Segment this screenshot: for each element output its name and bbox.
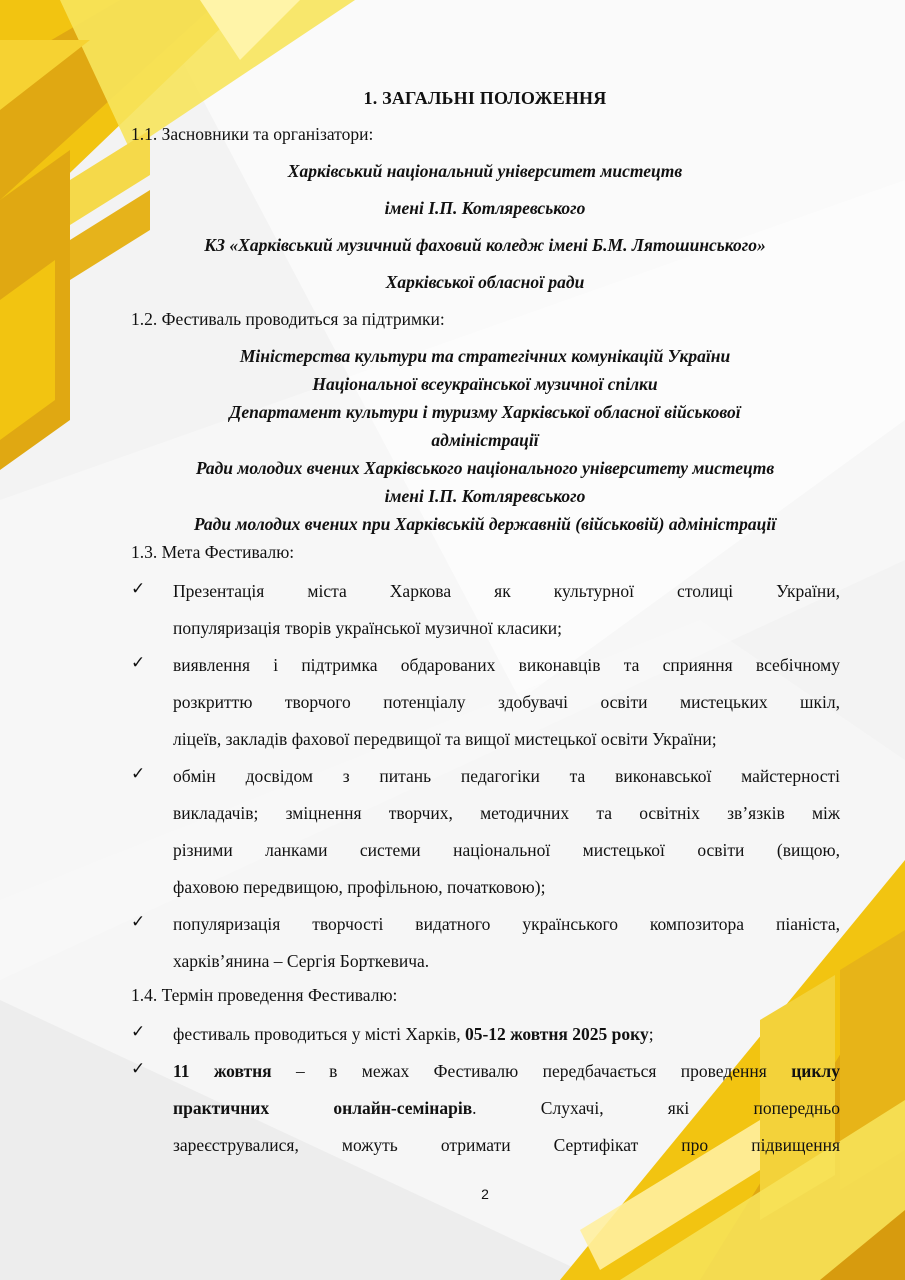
supporter-line: адміністрації [431,430,539,450]
bullet-text-end: ; [648,1024,654,1044]
bullet-line [173,1016,840,1053]
seminar-date: 11 жовтня [173,1061,272,1081]
supporter-line: імені І.П. Котляревського [384,486,586,506]
founder-line: КЗ «Харківський музичний фаховий коледж імені Б.М. Лятошинського» [204,235,766,255]
supporter-line: Ради молодих вчених при Харківській державній (військовій) адміністрації [193,514,777,534]
check-icon: ✓ [131,764,146,783]
check-icon: ✓ [131,1059,146,1078]
bullet-line: різними ланками системи національної мистецької освіти (вищою, [173,840,840,860]
festival-dates: 05-12 жовтня 2025 року [464,1024,649,1044]
bullet-line: обмін досвідом з питань педагогіки та виконавської майстерності [173,766,840,786]
goal-bullet [173,647,840,758]
bullet-text: фестиваль проводиться у місті Харків, [173,1024,465,1044]
goal-bullet [173,758,840,906]
page-number: 2 [481,1186,489,1202]
term-bullet [173,1053,840,1164]
bullet-line: харків’янина – Сергія Борткевича. [173,951,430,971]
bullet-line: розкриттю творчого потенціалу здобувачі освіти мистецьких шкіл, [173,692,840,712]
term-bullet [173,1016,840,1053]
section-1-4-label: 1.4. Термін проведення Фестивалю: [131,985,398,1005]
goal-bullet [173,573,840,647]
bullet-line: популяризація творів української музичної класики; [173,618,562,638]
bullet-text: – в межах Фестивалю передбачається проведення [271,1061,792,1081]
supporter-line: Міністерства культури та стратегічних комунікацій України [239,346,731,366]
bullet-line [173,1090,840,1127]
bullet-line: фаховою передвищою, профільною, початковою); [173,877,546,897]
seminar-cycle: циклу [791,1061,841,1081]
check-icon: ✓ [131,1022,146,1041]
check-icon: ✓ [131,912,146,931]
bullet-line: викладачів; зміцнення творчих, методичних та освітніх зв’язків між [173,803,840,823]
founder-line: Харківський національний університет мистецтв [287,161,683,181]
goal-bullet [173,906,840,980]
bullet-line: зареєструвалися, можуть отримати Сертифікат про підвищення [173,1135,840,1155]
bullet-line: популяризація творчості видатного українського композитора піаніста, [173,914,840,934]
bullet-line: ліцеїв, закладів фахової передвищої та вищої мистецької освіти України; [173,729,717,749]
seminar-name: практичних онлайн-семінарів [173,1098,473,1118]
section-1-1-label: 1.1. Засновники та організатори: [131,124,374,144]
bullet-line: виявлення і підтримка обдарованих виконавців та сприяння всебічному [173,655,840,675]
bullet-text: . Слухачі, які попередньо [472,1098,841,1118]
founder-line: імені І.П. Котляревського [384,198,586,218]
supporter-line: Ради молодих вчених Харківського національного університету мистецтв [195,458,775,478]
section-1-2-label: 1.2. Фестиваль проводиться за підтримки: [131,309,445,329]
bullet-line [173,1053,840,1090]
section-1-3-label: 1.3. Мета Фестивалю: [131,542,295,562]
check-icon: ✓ [131,579,146,598]
founder-line: Харківської обласної ради [385,272,585,292]
check-icon: ✓ [131,653,146,672]
bullet-line: Презентація міста Харкова як культурної столиці України, [173,581,840,601]
supporter-line: Національної всеукраїнської музичної спілки [312,374,658,394]
supporter-line: Департамент культури і туризму Харківської обласної військової [229,402,741,422]
section-heading: 1. ЗАГАЛЬНІ ПОЛОЖЕННЯ [363,88,607,108]
